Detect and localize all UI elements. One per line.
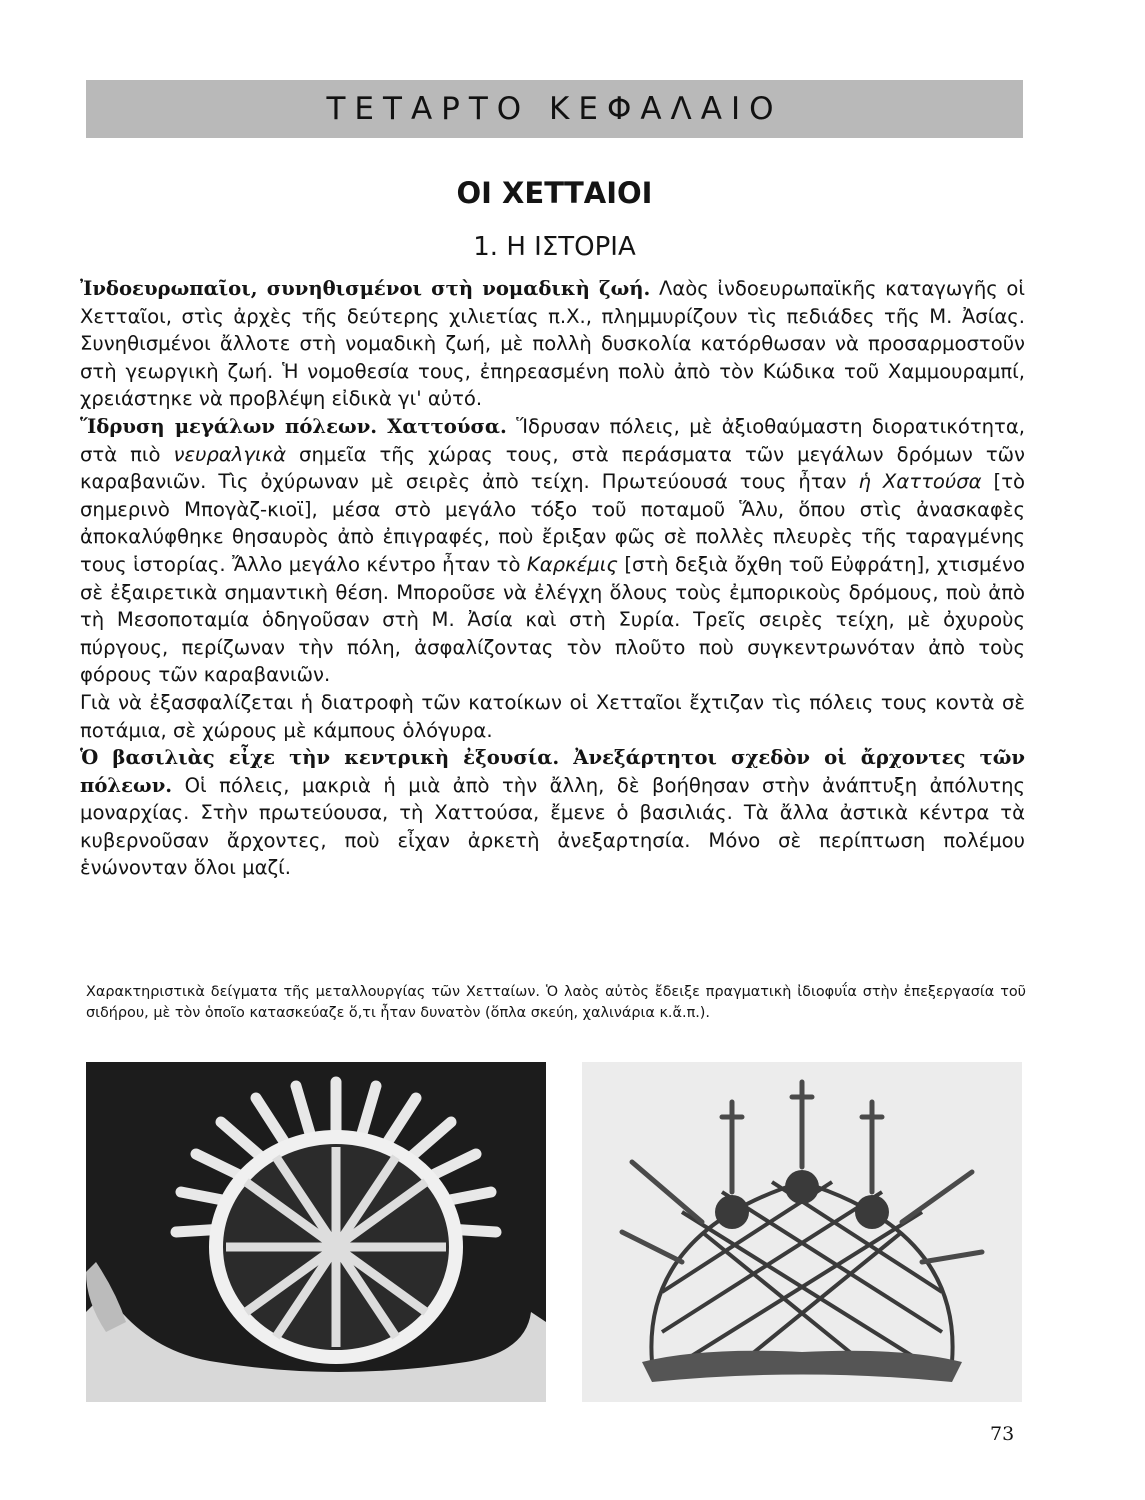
paragraph-lead: Ὁ βασιλιὰς εἶχε τὴν κεντρικὴ ἐξουσία. Ἀνεξάρτητοι σχεδὸν οἱ ἄρχοντες τῶν πόλεων.: [80, 746, 1025, 797]
section-title: ΟΙ ΧΕΤΤΑΙΟΙ: [456, 176, 653, 210]
paragraph-text: Ἵδρυσαν πόλεις, μὲ ἀξιοθαύμαστη διορατικότητα, στὰ πιὸ: [80, 414, 1026, 466]
page-number: 73: [990, 1423, 1015, 1445]
paragraph-text: [στὴ δεξιὰ ὄχθη τοῦ Εὐφράτη], χτισμένο σὲ ἐξαιρετικὰ σημαντικὴ θέση. Μποροῦσε νὰ ἐλέγχη ὅλους τοὺς ἐμπορικοὺς δρόμους, ποὺ ἀπὸ τὴ Μεσοποταμία ὁδηγοῦσαν στὴ Μ. Ἀσία καὶ στὴ Συρία. Τρεῖς σειρὲς τείχη, μὲ ὀχυροὺς πύργους, περίζωναν τὴν πόλη, ἀσφαλίζοντας τὸν πλοῦτο ποὺ συγκεντρωνόταν ἀπὸ τοὺς φόρους τῶν καραβανιῶν.: [80, 552, 1025, 687]
paragraph-food: [80, 689, 1025, 744]
italic-term: ἡ Χαττούσα: [858, 470, 982, 494]
subsection-title: 1. Η ΙΣΤΟΡΙΑ: [473, 232, 636, 262]
italic-term: Καρκέμις: [526, 552, 618, 576]
figure-caption: Χαρακτηριστικὰ δείγματα τῆς μεταλλουργίας τῶν Χετταίων. Ὁ λαὸς αὐτὸς ἔδειξε πραγματικὴ ἰδιοφυΐα στὴν ἐπεξεργασία τοῦ σιδήρου, μὲ τὸν ὁποῖο κατασκεύαζε ὅ,τι ἦταν δυνατὸν (ὅπλα σκεύη, χαλινάρια κ.ἄ.π.).: [86, 984, 1026, 1021]
lattice-standard-image: [582, 1062, 1022, 1402]
paragraph-text: [τὸ σημερινὸ Μπογὰζ-κιοϊ], μέσα στὸ μεγάλο τόξο τοῦ ποταμοῦ Ἅλυ, ὅπου στὶς ἀνασκαφὲς ἀποκαλύφθηκε θησαυρὸς ἀπὸ ἐπιγραφές, ποὺ ἔριξαν φῶς σὲ πολλὲς πλευρὲς τῆς ταραγμένης τους ἱστορίας. Ἄλλο μεγάλο κέντρο ἦταν τὸ: [80, 470, 1025, 576]
metalwork-photo-left: [86, 1062, 546, 1402]
paragraph-text: Γιὰ νὰ ἐξασφαλίζεται ἡ διατροφὴ τῶν κατοίκων οἱ Χετταῖοι ἔχτιζαν τὶς πόλεις τους κοντὰ σὲ ποτάμια, σὲ χώρους μὲ κάμπους ὁλόγυρα.: [80, 690, 1025, 742]
paragraph-king: [80, 744, 1025, 882]
paragraph-text: σημεῖα τῆς χώρας τους, στὰ περάσματα τῶν μεγάλων δρόμων τῶν καραβανιῶν. Τὶς ὀχύρωναν μὲ σειρὲς ἀπὸ τείχη. Πρωτεύουσά τους ἦταν: [80, 442, 1025, 494]
metalwork-photo-right: [582, 1062, 1022, 1402]
paragraph-lead: Ἰνδοευρωπαῖοι, συνηθισμένοι στὴ νομαδικὴ ζωή.: [80, 277, 651, 300]
body-text: [80, 275, 1025, 882]
paragraph-nomadic: [80, 275, 1025, 413]
paragraph-text: Λαὸς ἰνδοευρωπαϊκῆς καταγωγῆς οἱ Χετταῖοι, στὶς ἀρχὲς τῆς δεύτερης χιλιετίας π.Χ., πλημμυρίζουν τὶς πεδιάδες τῆς Μ. Ἀσίας. Συνηθισμένοι ἄλλοτε στὴ νομαδικὴ ζωή, μὲ πολλὴ δυσκολία κατόρθωσαν νὰ προσαρμοστοῦν στὴ γεωργικὴ ζωή. Ἡ νομοθεσία τους, ἐπηρεασμένη πολὺ ἀπὸ τὸν Κώδικα τοῦ Χαμμουραμπί, χρειάστηκε νὰ προβλέψη εἰδικὰ γι' αὐτό.: [80, 277, 1025, 411]
paragraph-text: Οἱ πόλεις, μακριὰ ἡ μιὰ ἀπὸ τὴν ἄλλη, δὲ βοήθησαν στὴν ἀνάπτυξη ἀπόλυτης μοναρχίας. Στὴν πρωτεύουσα, τὴ Χαττούσα, ἔμενε ὁ βασιλιάς. Τὰ ἄλλα ἀστικὰ κέντρα τὰ κυβερνοῦσαν ἄρχοντες, ποὺ εἶχαν ἀρκετὴ ἀνεξαρτησία. Μόνο σὲ περίπτωση πολέμου ἑνώνονταν ὅλοι μαζί.: [80, 773, 1025, 880]
sun-disk-standard-image: [86, 1062, 546, 1402]
paragraph-lead: Ἵδρυση μεγάλων πόλεων. Χαττούσα.: [80, 414, 507, 438]
chapter-banner: [86, 80, 1023, 138]
italic-term: νευραλγικὰ: [173, 442, 287, 466]
paragraph-cities: [80, 413, 1025, 689]
chapter-heading: ΤΕΤΑΡΤΟ ΚΕΦΑΛΑΙΟ: [326, 91, 783, 127]
